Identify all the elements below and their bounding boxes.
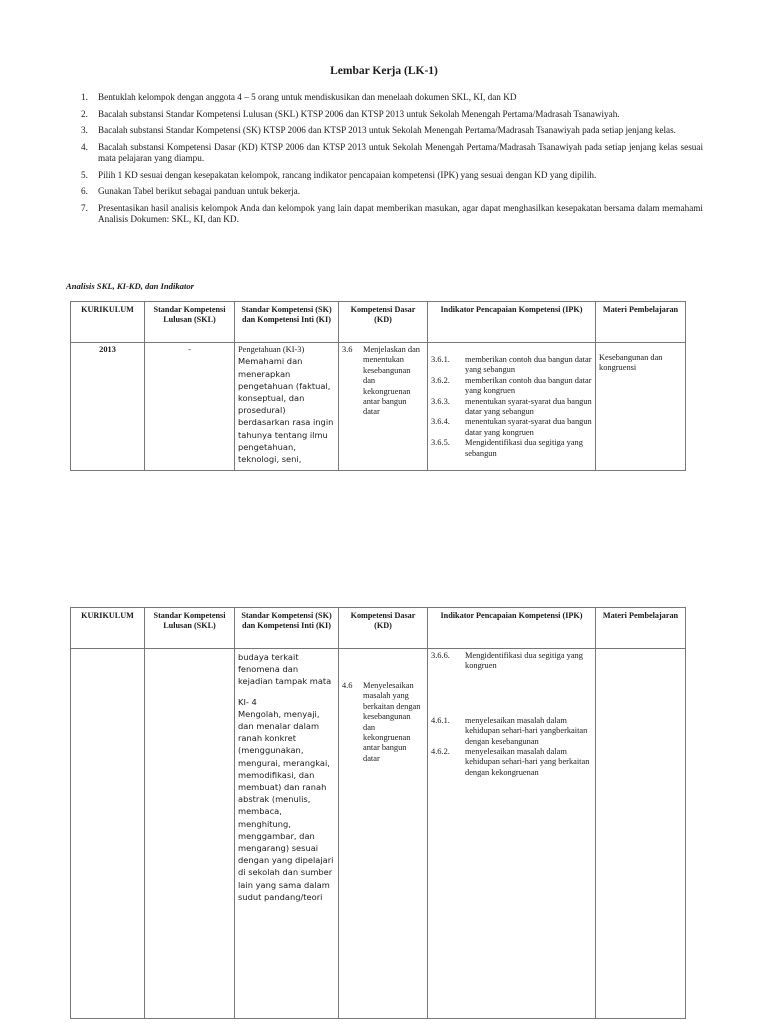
cell-kurikulum: [71, 649, 145, 1019]
ipk-text: Mengidentifikasi dua segitiga yang kongruen: [465, 651, 583, 671]
task-text: Bacalah substansi Kompetensi Dasar (KD) KTSP 2006 dan KTSP 2013 untuk Sekolah Menengah Pertama/Madrasah Tsanawiyah pada setiap jenjang kelas sesuai mata pelajaran yang diampu.: [98, 141, 703, 163]
cell-skl: [145, 649, 235, 1019]
ipk-text: menentukan syarat-syarat dua bangun datar yang sebangun: [465, 396, 592, 417]
task-number: 1.: [81, 92, 88, 102]
table-header-row: [71, 302, 686, 343]
ipk-number: 3.6.6.: [431, 651, 450, 660]
kd-number: 4.6: [342, 681, 353, 690]
table-header-row: [71, 608, 686, 649]
kd-text: Menyelesaikan masalah yang berkaitan dengan kesebangunan dan kekongruenan antar bangun datar: [363, 681, 421, 763]
kd-item: [342, 345, 424, 418]
task-text: Bacalah substansi Standar Kompetensi (SK) KTSP 2006 dan KTSP 2013 untuk Sekolah Menengah Pertama/Madrasah Tsanawiyah pada setiap jenjang kelas.: [98, 125, 676, 135]
ipk-number: 3.6.1.: [431, 355, 450, 364]
cell-materi: [596, 343, 686, 471]
task-item: [81, 92, 703, 104]
ipk-text: Mengidentifikasi dua segitiga yang sebangun: [465, 438, 583, 458]
ipk-number: 3.6.4.: [431, 417, 450, 427]
section-heading: Analisis SKL, KI-KD, dan Indikator: [66, 281, 194, 291]
ipk-number: 4.6.2.: [431, 747, 450, 757]
task-item: [81, 125, 703, 137]
task-text: Bacalah substansi Standar Kompetensi Lulusan (SKL) KTSP 2006 dan KTSP 2013 untuk Sekolah Menengah Pertama/Madrasah Tsanawiyah.: [98, 108, 620, 119]
header-materi: Materi Pembelajaran: [596, 608, 686, 649]
cell-ipk: [428, 343, 596, 471]
ipk-item: [431, 397, 592, 418]
analysis-table-part-1: [70, 301, 686, 471]
cell-ipk: [428, 649, 596, 1019]
cell-kd: [339, 343, 428, 471]
ipk-item: [431, 438, 592, 459]
header-ipk: Indikator Pencapaian Kompetensi (IPK): [428, 302, 596, 343]
ipk-text: memberikan contoh dua bangun datar yang sebangun: [465, 355, 592, 375]
task-item: [81, 109, 703, 121]
table-row: [71, 649, 686, 1019]
ipk-number: 4.6.1.: [431, 715, 450, 725]
header-kurikulum: KURIKULUM: [71, 608, 145, 649]
cell-materi: [596, 649, 686, 1019]
ki4-text: Mengolah, menyaji, dan menalar dalam ranah konkret (menggunakan, mengurai, merangkai, memodifikasi, dan membuat) dan ranah abstrak (menulis, membaca, menghitung, menggambar, dan mengarang) sesuai dengan yang dipelajari di sekolah dan sumber lain yang sama dalam sudut pandang/teori: [238, 708, 334, 902]
ipk-item: [431, 651, 592, 672]
task-text: Pilih 1 KD sesuai dengan kesepakatan kelompok, rancang indikator pencapaian kompetensi (IPK) yang sesuai dengan KD yang dipilih.: [98, 169, 597, 180]
header-materi: Materi Pembelajaran: [596, 302, 686, 343]
task-item: [81, 186, 703, 198]
task-text: Gunakan Tabel berikut sebagai panduan untuk bekerja.: [98, 186, 301, 196]
cell-sk-ki: [235, 343, 339, 471]
cell-sk-ki: [235, 649, 339, 1019]
header-kurikulum: KURIKULUM: [71, 302, 145, 343]
ipk-item: [431, 355, 592, 376]
header-ipk: Indikator Pencapaian Kompetensi (IPK): [428, 608, 596, 649]
task-text: Presentasikan hasil analisis kelompok Anda dan kelompok yang lain dapat memberikan masukan, agar dapat menghasilkan kesepakatan bersama dalam memahami Analisis Dokumen: SKL, KI, dan KD.: [98, 202, 703, 224]
ipk-text: menyelesaikan masalah dalam kehidupan sehari-hari yang berkaitan dengan kekongruenan: [465, 747, 590, 777]
ipk-number: 3.6.3.: [431, 396, 450, 406]
task-list: [81, 92, 703, 231]
materi-text: Kesebangunan dan kongruensi: [599, 353, 663, 373]
header-sk-ki: Standar Kompetensi (SK) dan Kompetensi Inti (KI): [235, 608, 339, 649]
ki4-heading: KI- 4: [238, 696, 257, 707]
task-item: [81, 142, 703, 165]
header-skl: Standar Kompetensi Lulusan (SKL): [145, 302, 235, 343]
ki3-text: Memahami dan menerapkan pengetahuan (faktual, konseptual, dan prosedural) berdasarkan rasa ingin tahunya tentang ilmu pengetahuan, teknologi, seni,: [238, 356, 334, 465]
header-kd: Kompetensi Dasar (KD): [339, 302, 428, 343]
worksheet-title: Lembar Kerja (LK-1): [330, 65, 438, 77]
ki3-heading: Pengetahuan (KI-3): [238, 345, 305, 354]
kd-item: [342, 681, 424, 764]
ipk-text: memberikan contoh dua bangun datar yang kongruen: [465, 375, 592, 396]
analysis-table-part-2: [70, 607, 686, 1019]
task-number: 5.: [81, 169, 88, 180]
task-number: 7.: [81, 202, 88, 213]
cell-kd: [339, 649, 428, 1019]
kd-number: 3.6: [342, 345, 353, 354]
ipk-text: menentukan syarat-syarat dua bangun datar yang kongruen: [465, 417, 592, 437]
task-item: [81, 170, 703, 182]
task-item: [81, 203, 703, 226]
ipk-item: [431, 747, 592, 778]
header-sk-ki: Standar Kompetensi (SK) dan Kompetensi Inti (KI): [235, 302, 339, 343]
task-text: Bentuklah kelompok dengan anggota 4 – 5 orang untuk mendiskusikan dan menelaah dokumen SKL, KI, dan KD: [98, 92, 517, 102]
ipk-number: 3.6.5.: [431, 438, 450, 448]
ipk-number: 3.6.2.: [431, 375, 450, 385]
cell-kurikulum: 2013: [71, 343, 145, 471]
ki3-text-continued: budaya terkait fenomena dan kejadian tampak mata: [238, 652, 332, 687]
ipk-item: [431, 417, 592, 438]
table-row: [71, 343, 686, 471]
task-number: 3.: [81, 125, 88, 135]
header-kd: Kompetensi Dasar (KD): [339, 608, 428, 649]
task-number: 6.: [81, 186, 88, 196]
task-number: 2.: [81, 108, 88, 119]
kd-text: Menjelaskan dan menentukan kesebangunan dan kekongruenan antar bangun datar: [363, 345, 420, 417]
ipk-item: [431, 376, 592, 397]
header-skl: Standar Kompetensi Lulusan (SKL): [145, 608, 235, 649]
cell-skl: -: [145, 343, 235, 471]
ipk-text: menyelesaikan masalah dalam kehidupan sehari-hari yangberkaitan dengan kesebangunan: [465, 715, 588, 746]
task-number: 4.: [81, 141, 88, 152]
ipk-item: [431, 716, 592, 747]
